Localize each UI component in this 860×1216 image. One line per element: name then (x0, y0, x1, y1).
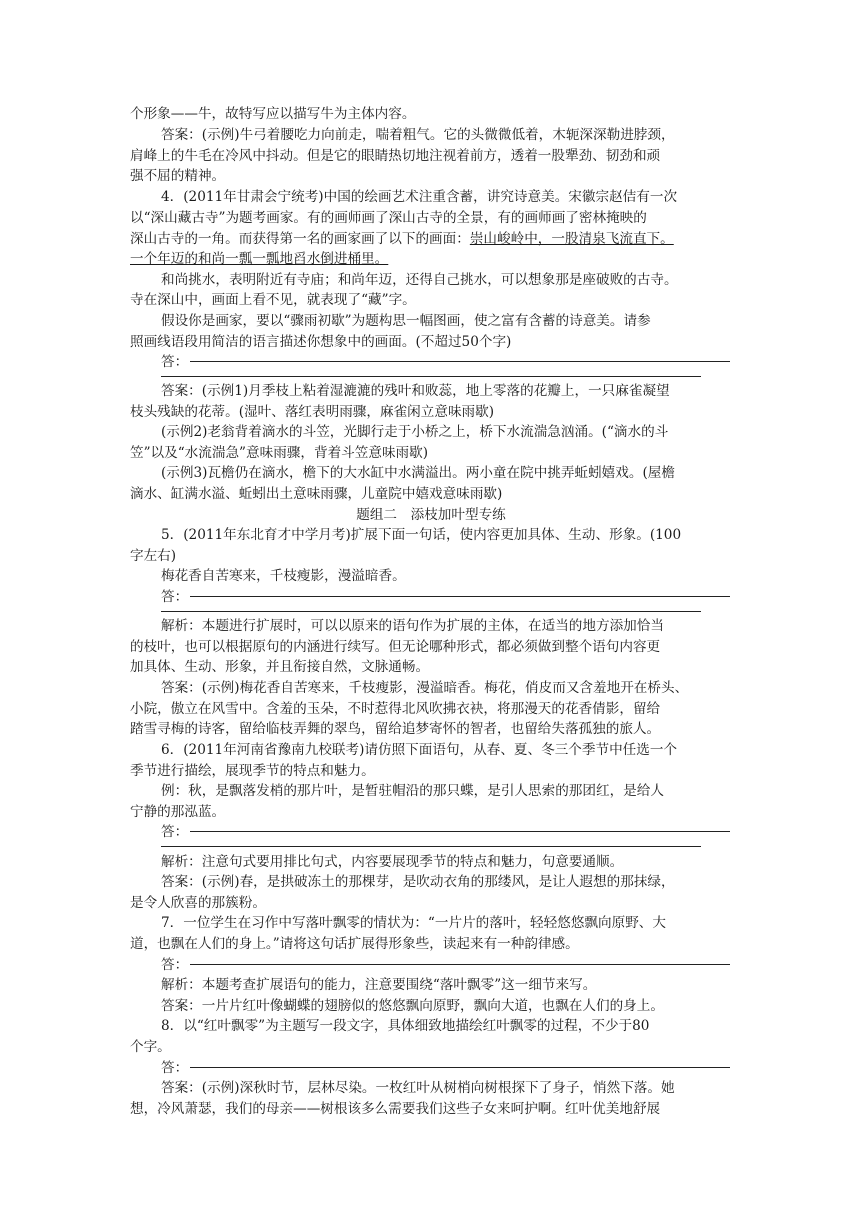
answer-line: 答案：(示例1)月季枝上粘着湿漉漉的残叶和败蕊，地上零落的花瓣上，一只麻雀凝望 (161, 383, 670, 399)
answer-line: 答案：一片片红叶像蝴蝶的翅膀似的悠悠飘向原野，飘向大道，也飘在人们的身上。 (161, 998, 664, 1014)
text-line: 肩峰上的牛毛在冷风中抖动。但是它的眼睛热切地注视着前方，透着一股犟劲、韧劲和顽 (130, 148, 661, 164)
text-line: 梅花香自苦寒来，千枝瘦影，漫溢暗香。 (161, 568, 406, 584)
text-line: 和尚挑水，表明附近有寺庙；和尚年迈，还得自己挑水，可以想象那是座破败的古寺。 (161, 272, 678, 288)
text-span: 深山古寺的一角。而获得第一名的画家画了以下的画面： (130, 231, 470, 247)
answer-blank[interactable] (190, 831, 730, 832)
answer-line: 答案：(示例)牛弓着腰吃力向前走，喘着粗气。它的头微微低着，木轭深深勒进脖颈， (161, 127, 675, 143)
text-line: 小院，傲立在风雪中。含羞的玉朵，不时惹得北风吹拂衣袂，将那漫天的花香倩影，留给 (130, 701, 661, 717)
answer-blank[interactable] (190, 596, 730, 597)
question-8: 8．以“红叶飘零”为主题写一段文字，具体细致地描绘红叶飘零的过程，不少于80 (161, 1018, 650, 1034)
answer-prompt: 答： (161, 1060, 189, 1076)
text-line: 加具体、生动、形象，并且衔接自然，文脉通畅。 (130, 659, 430, 675)
answer-blank[interactable] (190, 964, 730, 965)
answer-prompt: 答： (161, 824, 189, 840)
answer-prompt: 答： (161, 957, 189, 973)
text-line: 季节进行描绘，展现季节的特点和魅力。 (130, 763, 375, 779)
text-line: 枝头残缺的花蒂。(湿叶、落红表明雨骤，麻雀闲立意味雨歇) (130, 404, 495, 420)
answer-line: (示例3)瓦檐仍在滴水，檐下的大水缸中水满溢出。两小童在院中挑弄蚯蚓嬉戏。(屋檐 (161, 465, 675, 481)
analysis-line: 解析：本题进行扩展时，可以以原来的语句作为扩展的主体，在适当的地方添加恰当 (161, 618, 664, 634)
answer-blank[interactable] (190, 361, 730, 362)
section-heading: 题组二 添枝加叶型专练 (356, 507, 506, 523)
answer-prompt: 答： (161, 589, 189, 605)
underlined-passage: 一个年迈的和尚一瓢一瓢地舀水倒进桶里。 (130, 251, 389, 267)
text-line: 个字。 (130, 1039, 171, 1055)
text-line: 的枝叶，也可以根据原句的内涵进行续写。但无论哪种形式，都必须做到整个语句内容更 (130, 639, 661, 655)
text-line: 踏雪寻梅的诗客，留给临枝弄舞的翠鸟，留给追梦寄怀的智者，也留给失落孤独的旅人。 (130, 721, 661, 737)
analysis-line: 解析：本题考查扩展语句的能力，注意要围绕“落叶飘零”这一细节来写。 (161, 977, 597, 993)
answer-line: 答案：(示例)春，是拱破冻土的那棵芽，是吹动衣角的那缕风，是让人遐想的那抹绿， (161, 874, 675, 890)
text-line: 假设你是画家，要以“骤雨初歇”为题构思一幅图画，使之富有含蓄的诗意美。请参 (161, 313, 651, 329)
text-line: 滴水、缸满水溢、蚯蚓出土意味雨骤，儿童院中嬉戏意味雨歇) (130, 486, 503, 502)
text-line: 笠”以及“水流湍急”意味雨骤，背着斗笠意味雨歇) (130, 445, 429, 461)
answer-line: 答案：(示例)梅花香自苦寒来，千枝瘦影，漫溢暗香。梅花，俏皮而又含羞地开在桥头、 (161, 680, 689, 696)
question-4: 4．(2011年甘肃会宁统考)中国的绘画艺术注重含蓄，讲究诗意美。宋徽宗赵佶有一次 (161, 189, 678, 205)
answer-line: 答案：(示例)深秋时节，层林尽染。一枚红叶从树梢向树根探下了身子，悄然下落。她 (161, 1080, 675, 1096)
text-line: 是令人欣喜的那簇粉。 (130, 895, 266, 911)
text-line: 字左右) (130, 548, 177, 564)
answer-blank[interactable] (161, 376, 701, 377)
answer-prompt: 答： (161, 354, 189, 370)
text-line: 以“深山藏古寺”为题考画家。有的画师画了深山古寺的全景，有的画师画了密林掩映的 (130, 210, 647, 226)
answer-blank[interactable] (190, 1067, 730, 1068)
text-line: 宁静的那泓蓝。 (130, 804, 226, 820)
analysis-line: 解析：注意句式要用排比句式，内容要展现季节的特点和魅力，句意要通顺。 (161, 854, 624, 870)
text-line: 寺在深山中，画面上看不见，就表现了“藏”字。 (130, 292, 416, 308)
answer-blank[interactable] (161, 611, 701, 612)
text-line: 想，冷风萧瑟，我们的母亲——树根该多么需要我们这些子女来呵护啊。红叶优美地舒展 (130, 1101, 661, 1117)
answer-blank[interactable] (161, 846, 701, 847)
text-line: 强不屈的精神。 (130, 168, 226, 184)
text-line: 道，也飘在人们的身上。”请将这句话扩展得形象些，读起来有一种韵律感。 (130, 936, 579, 952)
text-line: 个形象——牛，故特写应以描写牛为主体内容。 (130, 106, 416, 122)
underlined-passage: 崇山峻岭中，一股清泉飞流直下。 (469, 231, 674, 247)
text-line (130, 229, 732, 249)
question-6: 6．(2011年河南省豫南九校联考)请仿照下面语句，从春、夏、冬三个季节中任选一个 (161, 742, 678, 758)
answer-line: (示例2)老翁背着滴水的斗笠，光脚行走于小桥之上，桥下水流湍急汹涌。(“滴水的斗 (161, 424, 669, 440)
text-line: 例：秋，是飘落发梢的那片叶，是暂驻帽沿的那只蝶，是引人思索的那团红，是给人 (161, 783, 664, 799)
question-5: 5．(2011年东北育才中学月考)扩展下面一句话，使内容更加具体、生动、形象。(100 (161, 527, 682, 543)
text-line: 照画线语段用简洁的语言描述你想象中的画面。(不超过50个字) (130, 334, 512, 350)
question-7: 7．一位学生在习作中写落叶飘零的情状为：“一片片的落叶，轻轻悠悠飘向原野、大 (161, 915, 666, 931)
